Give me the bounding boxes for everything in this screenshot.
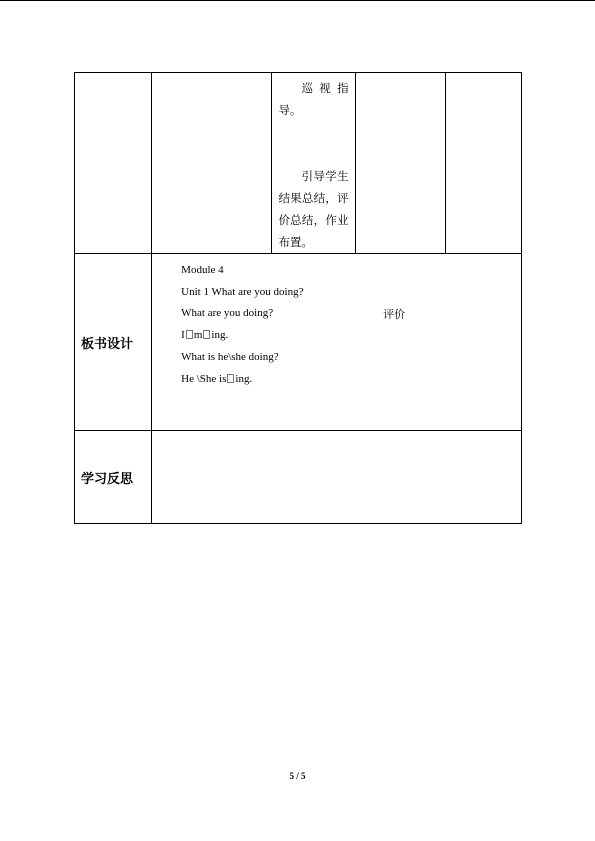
board-line-unit: Unit 1 What are you doing? bbox=[181, 286, 304, 298]
student-activity-cell bbox=[355, 73, 445, 254]
answer-part-m: m bbox=[193, 329, 203, 341]
answer-part-i: I bbox=[181, 329, 185, 341]
answer-part-ing: ing. bbox=[211, 329, 229, 341]
reflection-content bbox=[152, 431, 522, 524]
guidance-summary: 引导学生结果总结，评价总结，作业布置。 bbox=[278, 169, 349, 249]
board-line-module: Module 4 bbox=[181, 264, 224, 276]
page-top-rule bbox=[0, 0, 595, 1]
activity-content-cell bbox=[152, 73, 272, 254]
reflection-label: 学习反思 bbox=[75, 431, 152, 524]
answer-third-prefix: He \She is bbox=[181, 373, 227, 385]
board-line-question: What are you doing? bbox=[181, 307, 274, 319]
answer-third-suffix: ing. bbox=[235, 373, 253, 385]
board-line-answer bbox=[181, 328, 228, 342]
activity-row bbox=[75, 73, 522, 254]
placeholder-box-icon bbox=[186, 330, 193, 339]
activity-stage-cell bbox=[75, 73, 152, 254]
board-evaluation-label: 评价 bbox=[383, 308, 406, 321]
board-design-row bbox=[75, 254, 522, 431]
board-line-question-third: What is he\she doing? bbox=[181, 351, 279, 363]
page-number: 5 / 5 bbox=[289, 771, 306, 781]
reflection-row bbox=[75, 431, 522, 524]
design-intent-cell bbox=[445, 73, 521, 254]
teacher-guidance-cell bbox=[272, 73, 355, 254]
board-design-label: 板书设计 bbox=[75, 254, 152, 431]
placeholder-box-icon bbox=[227, 374, 234, 383]
board-line-answer-third bbox=[181, 372, 252, 386]
lesson-plan-table bbox=[74, 72, 522, 524]
placeholder-box-icon bbox=[203, 330, 210, 339]
board-design-content bbox=[152, 254, 522, 431]
guidance-patrol: 巡视指导。 bbox=[278, 81, 349, 117]
